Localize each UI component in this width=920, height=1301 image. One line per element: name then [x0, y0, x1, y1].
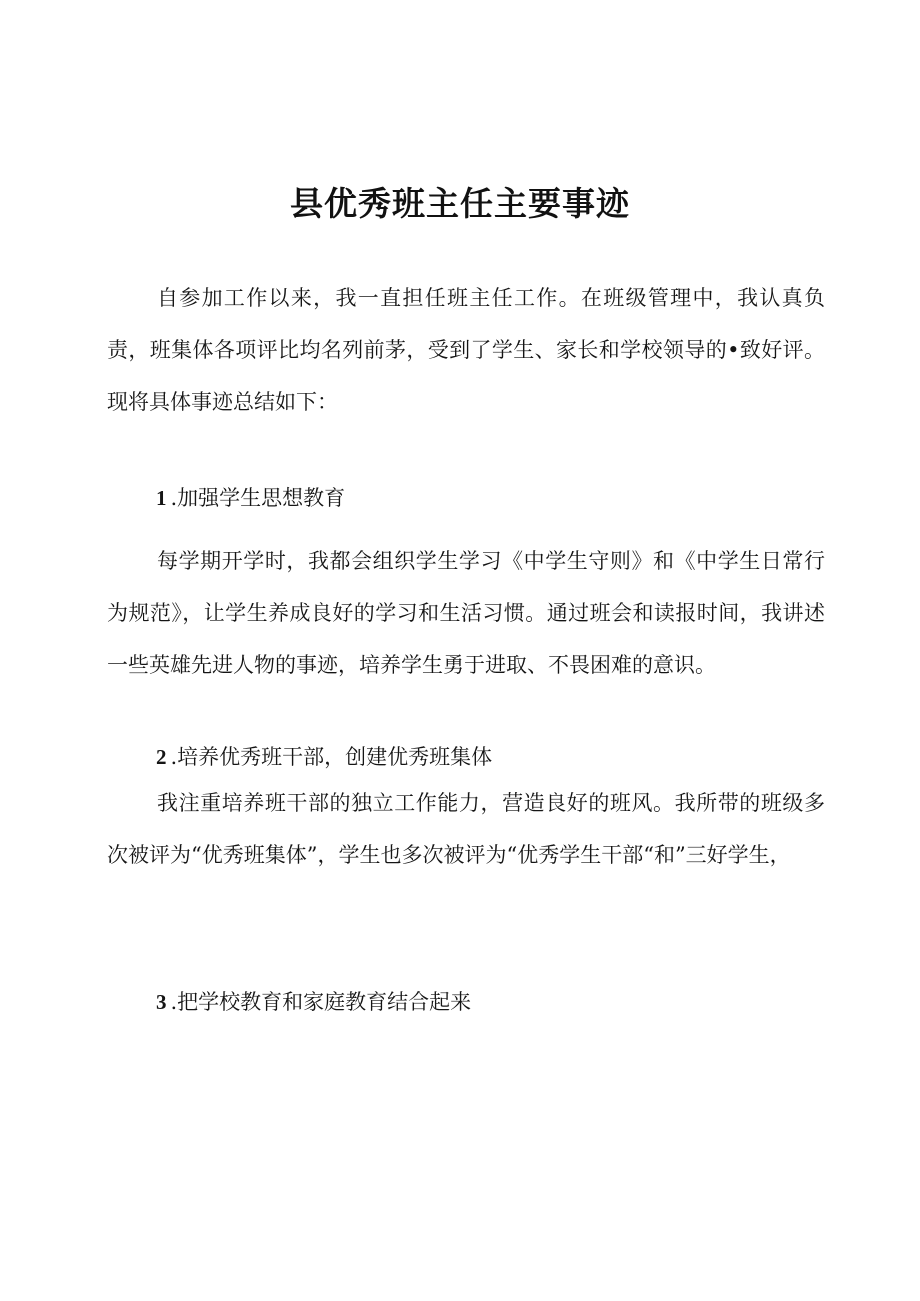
section-2-body: 我注重培养班干部的独立工作能力，营造良好的班风。我所带的班级多次被评为“优秀班集体”，学生也多次被评为“优秀学生干部“和”三好学生， — [107, 791, 825, 867]
section-3-number: 3 — [156, 990, 167, 1014]
section-2-heading — [156, 742, 492, 772]
document-title: 县优秀班主任主要事迹 — [290, 184, 630, 223]
intro-paragraph: 自参加工作以来，我一直担任班主任工作。在班级管理中，我认真负责，班集体各项评比均名列前茅，受到了学生、家长和学校领导的•致好评。现将具体事迹总结如下： — [107, 286, 825, 414]
section-1-heading — [156, 483, 345, 513]
section-1-title: .加强学生思想教育 — [170, 486, 346, 510]
section-3-title: .把学校教育和家庭教育结合起来 — [170, 990, 472, 1014]
section-3-heading — [156, 987, 471, 1017]
section-2-title: .培养优秀班干部，创建优秀班集体 — [170, 745, 493, 769]
section-2-number: 2 — [156, 745, 167, 769]
section-1-number: 1 — [156, 486, 167, 510]
section-1-body: 每学期开学时，我都会组织学生学习《中学生守则》和《中学生日常行为规范》，让学生养成良好的学习和生活习惯。通过班会和读报时间，我讲述一些英雄先进人物的事迹，培养学生勇于进取、不畏困难的意识。 — [107, 549, 825, 677]
